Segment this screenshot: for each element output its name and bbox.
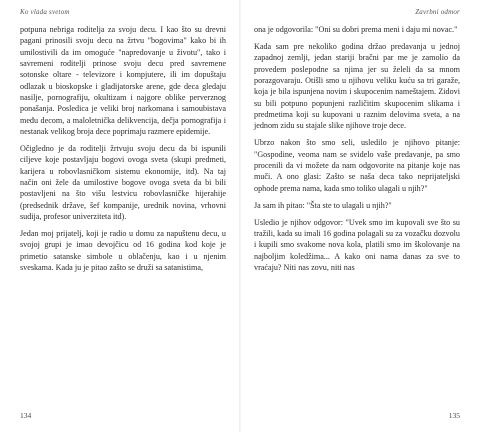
page-number-right: 135 — [448, 411, 460, 420]
paragraph: Očigledno je da roditelji žrtvuju svoju decu da bi ispunili ciljeve koje postavljaju bogovi ovoga sveta (skupi predmeti, karijera u robovlasničkom sistemu ekonomije, itd). Na taj način oni žele da umilostive bogove ovoga sveta da bi bili postavljeni na što višu lestvicu robovlasničke hijerahije (predsednik države, šef kompanije, urednik novina, vrhovni sudija, profesor univerziteta itd). — [20, 144, 226, 222]
paragraph: Jedan moj prijatelj, koji je radio u domu za napuštenu decu, u svojoj grupi je imao devojčicu od 16 godina kod koje je primetio satanske simbole u oblačenju, kao i u njenim sveskama. Kada ju je pitao zašto se druži sa satanistima, — [20, 229, 226, 273]
running-head-right: Zavrbni odmor — [415, 8, 460, 16]
paragraph: potpuna nebriga roditelja za svoju decu. I kao što su drevni pagani prinosili svoju decu na žrtvu "bogovima" kako bi ih umilostivili da im omoguće "napredovanje u životu", tako i savremeni roditelji prinose svoju decu pred savremene sotonske oltare - televizore i kompjutere, ili im dopuštaju odlazak u bioskopske i gladijatorske arene, gde deca gledaju nasilje, pornografiju, okultizam i najgore oblike perverznog ponašanja. Posledica je veliki broj narkomana i samoubistava među decom, a maloletnička delikvencija, dečja pornografija i nestanak velikog broja dece poprimaju razmere epidemije. — [20, 25, 226, 137]
paragraph: Kada sam pre nekoliko godina držao predavanja u jednoj zapadnoj zemlji, jedan stariji bračni par me je zamolio da provedem poslepodne sa njima jer su želeli da sa mnom porazgovaraju. Otišli smo u njihovu veliku kuću sa tri garaže, koja je bila ispunjena novim i skupocenim nameštajem. Zidovi su bili potpuno popunjeni različitim skupocenim slikama i predmetima koji su kupovani u raznim delovima sveta, a na jednom zidu su stajale slike njihove troje dece. — [254, 41, 460, 131]
right-page-body — [254, 24, 460, 273]
left-page-body — [20, 24, 226, 273]
paragraph: Ubrzo nakon što smo seli, usledilo je njihovo pitanje: "Gospodine, veoma nam se svidelo vaše predavanje, pa smo procenili da vi možete da nam odgovorite na pitanje koje nas muči. A ono glasi: Zašto se naša deca tako neprijateljski ophode prema nama, kada smo toliko ulagali u njih?" — [254, 138, 460, 193]
paragraph: Ja sam ih pitao: "Šta ste to ulagali u njih?" — [254, 200, 392, 210]
right-page — [240, 0, 480, 432]
running-head-left: Ko vlada svetom — [20, 8, 70, 16]
paragraph: ona je odgovorila: "Oni su dobri prema meni i daju mi novac." — [254, 25, 458, 34]
page-number-left: 134 — [20, 411, 32, 420]
paragraph: Usledio je njihov odgovor: "Uvek smo im kupovali sve što su tražili, kada su imali 16 godina polagali su za vozačku dozvolu i kupili smo svakome nova kola, platili smo im školovanje na najboljim koledžima... A kako oni nama danas za sve to vraćaju? Niti nas zovu, niti nas — [254, 217, 460, 272]
